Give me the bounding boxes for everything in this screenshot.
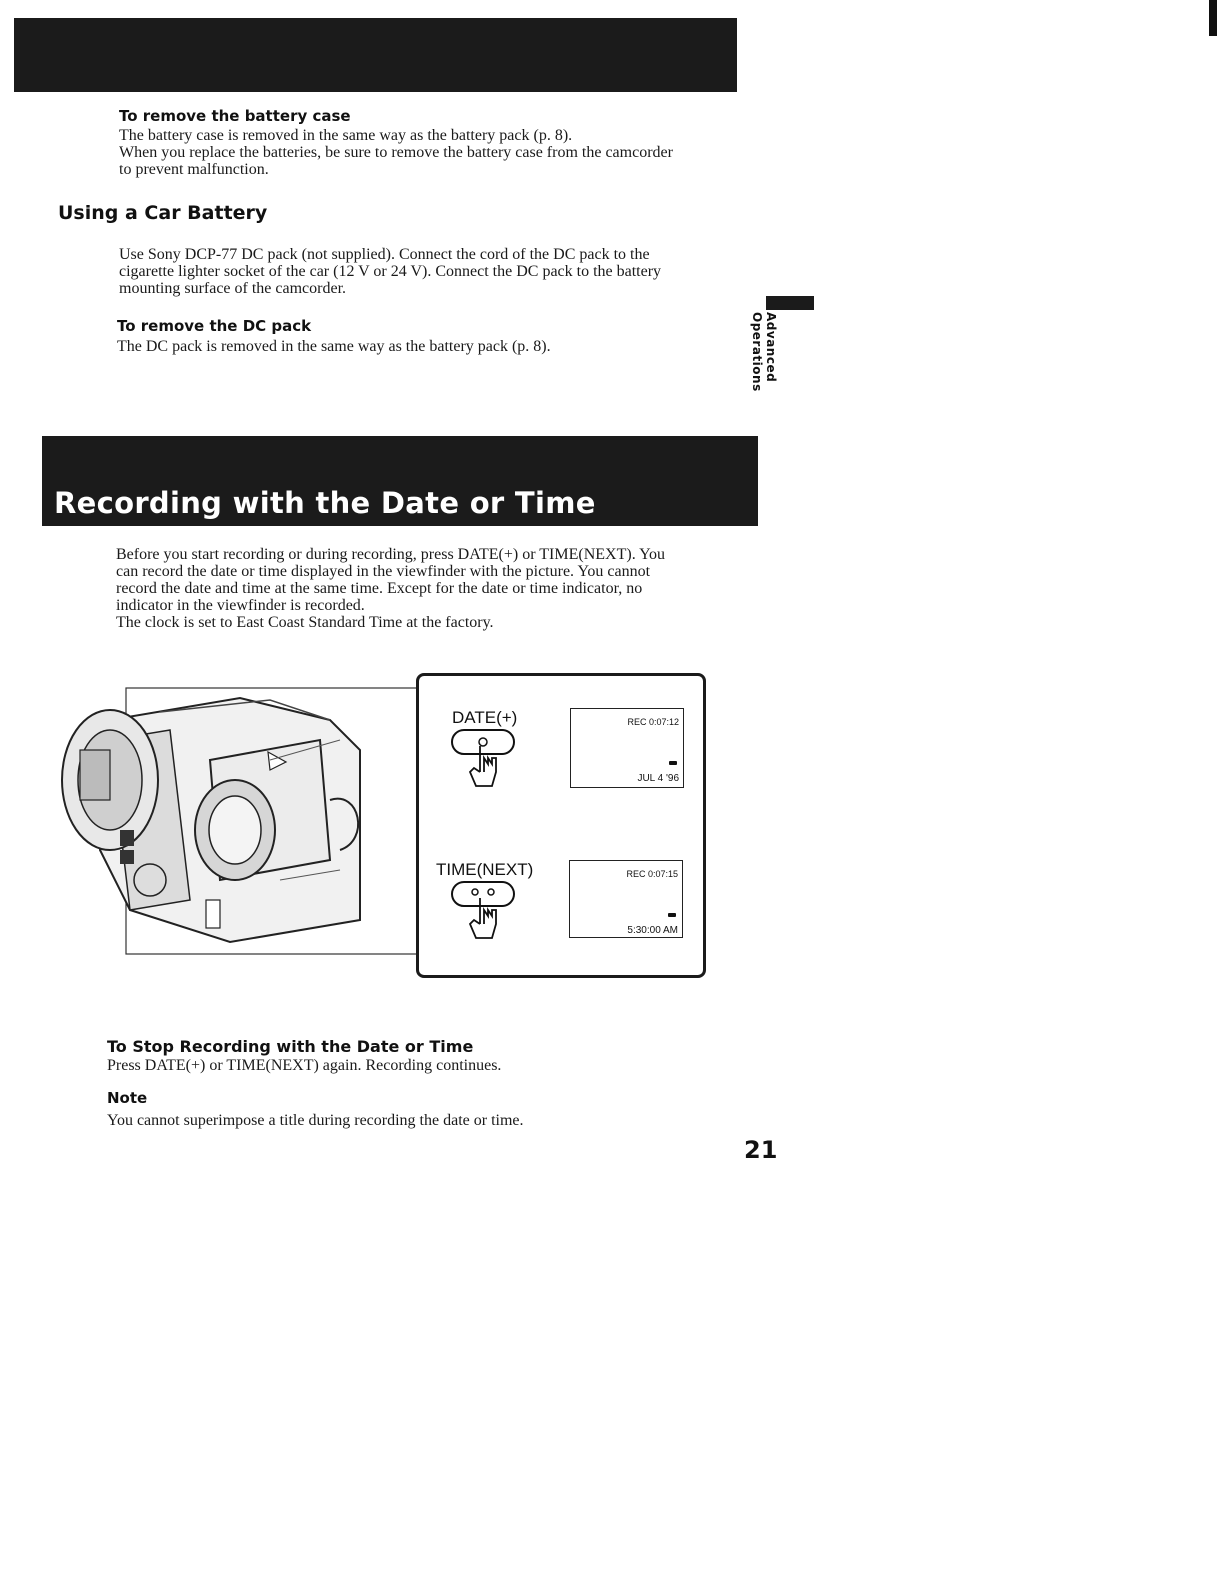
dc-pack-heading: To remove the DC pack <box>117 317 312 335</box>
text-line: Before you start recording or during recording, press DATE(+) or TIME(NEXT). You <box>116 546 666 563</box>
date-rec-counter: REC 0:07:12 <box>627 717 679 727</box>
edge-mark <box>1209 0 1217 36</box>
date-button-icon <box>448 728 518 792</box>
text-line: Use Sony DCP-77 DC pack (not supplied). Connect the cord of the DC pack to the <box>119 246 650 263</box>
car-battery-text <box>119 246 719 297</box>
page-number: 21 <box>744 1136 778 1164</box>
note-text: You cannot superimpose a title during recording the date or time. <box>107 1112 524 1129</box>
time-label: TIME(NEXT) <box>436 860 534 879</box>
text-line: to prevent malfunction. <box>119 161 269 178</box>
time-rec-counter: REC 0:07:15 <box>626 869 678 879</box>
side-tab-label: Advanced Operations <box>750 312 778 392</box>
time-value: 5:30:00 AM <box>627 925 678 936</box>
battery-icon <box>669 761 677 765</box>
stop-recording-text: Press DATE(+) or TIME(NEXT) again. Recording continues. <box>107 1057 502 1074</box>
time-viewfinder-screen <box>569 860 683 938</box>
note-heading: Note <box>107 1089 148 1107</box>
battery-case-text <box>119 127 739 178</box>
section-banner <box>42 436 758 526</box>
car-battery-title: Using a Car Battery <box>58 202 268 224</box>
text-line: cigarette lighter socket of the car (12 V or 24 V). Connect the DC pack to the battery <box>119 263 662 280</box>
text-line: can record the date or time displayed in the viewfinder with the picture. You cannot <box>116 563 651 580</box>
text-line: record the date and time at the same time. Except for the date or time indicator, no <box>116 580 643 597</box>
time-button-icon <box>448 880 518 944</box>
text-line: The battery case is removed in the same way as the battery pack (p. 8). <box>119 127 573 144</box>
date-viewfinder-screen <box>570 708 684 788</box>
date-label: DATE(+) <box>452 708 518 727</box>
text-line: indicator in the viewfinder is recorded. <box>116 597 365 614</box>
stop-recording-heading: To Stop Recording with the Date or Time <box>107 1037 474 1056</box>
camcorder-illustration <box>40 680 420 960</box>
battery-case-heading: To remove the battery case <box>119 107 351 125</box>
recording-text <box>116 546 716 631</box>
text-line: The clock is set to East Coast Standard Time at the factory. <box>116 614 494 631</box>
dc-pack-text: The DC pack is removed in the same way as the battery pack (p. 8). <box>117 338 551 355</box>
recording-title: Recording with the Date or Time <box>54 486 596 520</box>
side-tab-marker <box>766 296 814 310</box>
text-line: mounting surface of the camcorder. <box>119 280 347 297</box>
battery-icon <box>668 913 676 917</box>
header-bar <box>14 18 737 92</box>
text-line: When you replace the batteries, be sure to remove the battery case from the camcorder <box>119 144 673 161</box>
date-value: JUL 4 '96 <box>637 773 679 784</box>
